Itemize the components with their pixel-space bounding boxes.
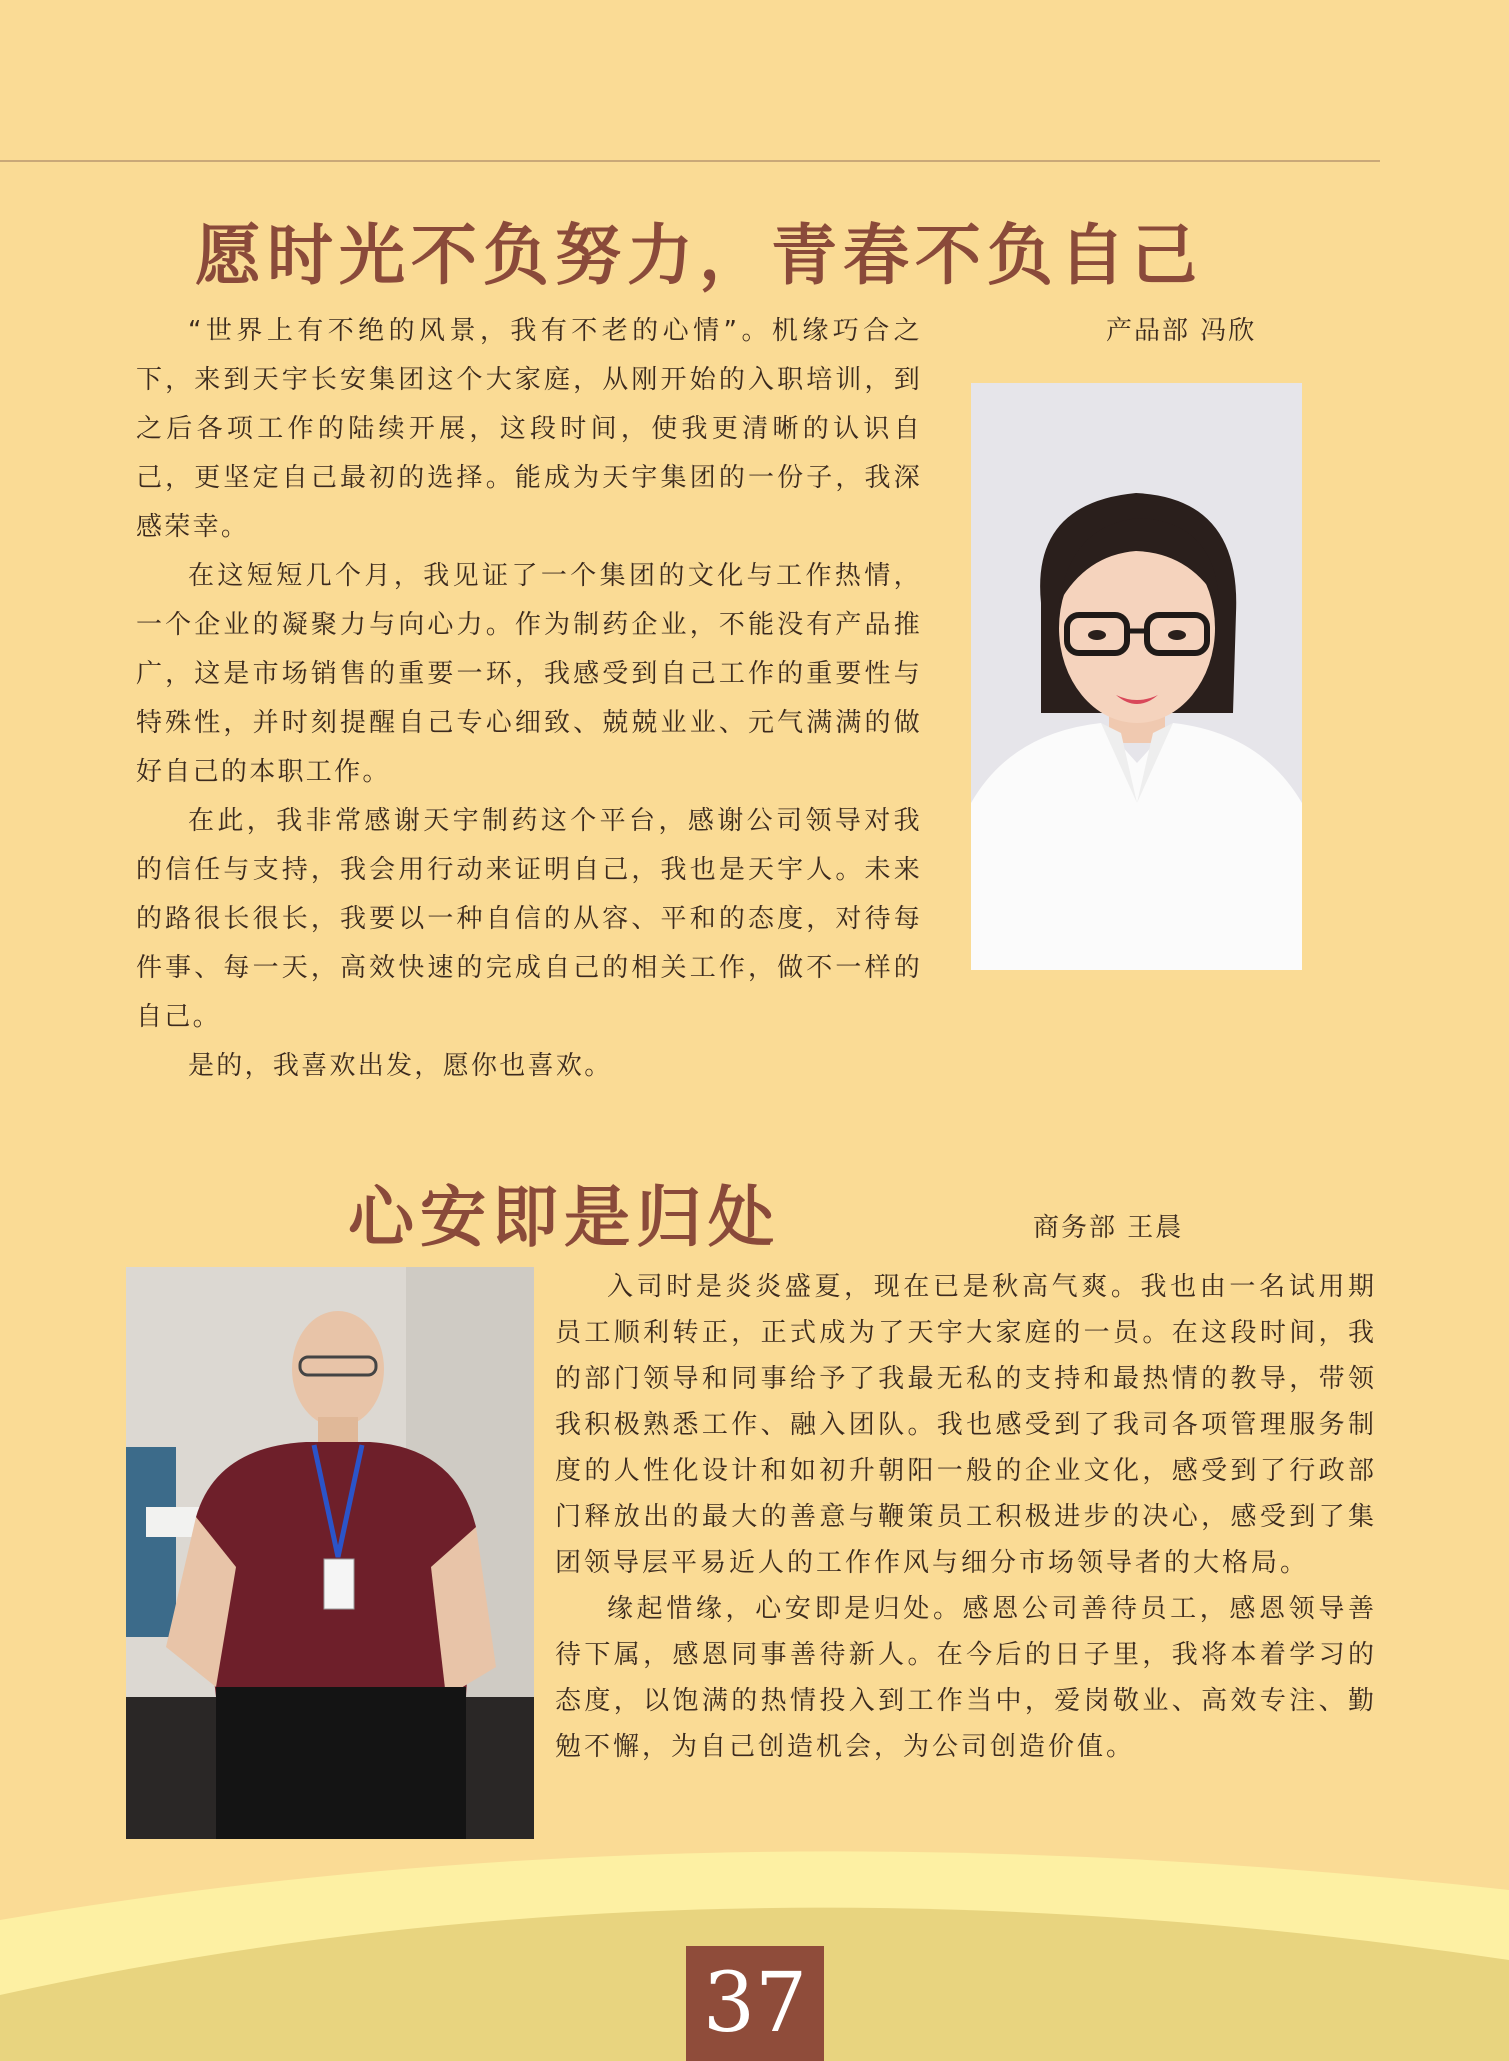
article2-author: 商务部 王晨 <box>1033 1213 1184 1243</box>
article2-title: 心安即是归处 <box>348 1179 780 1256</box>
article1-paragraph: 在这短短几个月，我见证了一个集团的文化与工作热情，一个企业的凝聚力与向心力。作为制药企业，不能没有产品推广，这是市场销售的重要一环，我感受到自己工作的重要性与特殊性，并时刻提醒自己专心细致、兢兢业业、元气满满的做好自己的本职工作。 <box>136 561 922 787</box>
article1-paragraph: “世界上有不绝的风景，我有不老的心情”。机缘巧合之下，来到天宇长安集团这个大家庭，从刚开始的入职培训，到之后各项工作的陆续开展，这段时间，使我更清晰的认识自己，更坚定自己最初的选择。能成为天宇集团的一份子，我深感荣幸。 <box>136 316 922 542</box>
article1-portrait-photo <box>971 383 1302 970</box>
article2-body <box>555 1264 1377 1770</box>
article2-paragraph: 缘起惜缘，心安即是归处。感恩公司善待员工，感恩领导善待下属，感恩同事善待新人。在今后的日子里，我将本着学习的态度，以饱满的热情投入到工作当中，爱岗敬业、高效专注、勤勉不懈，为自己创造机会，为公司创造价值。 <box>555 1594 1377 1762</box>
article1-author: 产品部 冯欣 <box>1106 316 1257 346</box>
article1-title: 愿时光不负努力，青春不负自己 <box>195 217 1203 294</box>
page-number-box <box>686 1946 824 2061</box>
top-divider <box>0 160 1380 162</box>
article1-paragraph: 在此，我非常感谢天宇制药这个平台，感谢公司领导对我的信任与支持，我会用行动来证明自己，我也是天宇人。未来的路很长很长，我要以一种自信的从容、平和的态度，对待每件事、每一天，高效快速的完成自己的相关工作，做不一样的自己。 <box>136 806 922 1032</box>
article1-paragraph: 是的，我喜欢出发，愿你也喜欢。 <box>188 1051 613 1081</box>
article2-portrait-photo <box>126 1267 534 1839</box>
article1-body <box>136 307 922 1091</box>
article2-paragraph: 入司时是炎炎盛夏，现在已是秋高气爽。我也由一名试用期员工顺利转正，正式成为了天宇大家庭的一员。在这段时间，我的部门领导和同事给予了我最无私的支持和最热情的教导，带领我积极熟悉工作、融入团队。我也感受到了我司各项管理服务制度的人性化设计和如初升朝阳一般的企业文化，感受到了行政部门释放出的最大的善意与鞭策员工积极进步的决心，感受到了集团领导层平易近人的工作作风与细分市场领导者的大格局。 <box>555 1272 1377 1578</box>
page-number: 37 <box>702 1955 808 2051</box>
